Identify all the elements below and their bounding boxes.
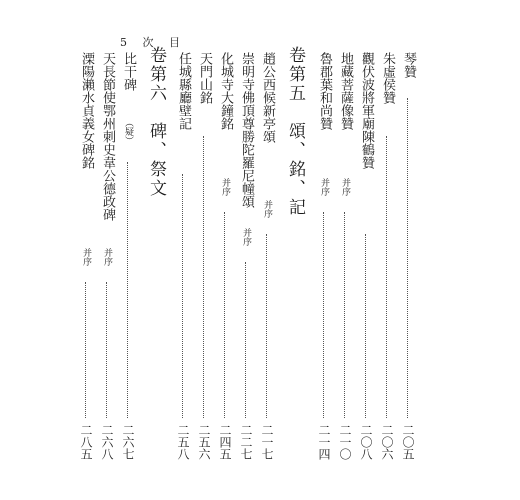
entry-page-number: 二二七 xyxy=(239,424,253,460)
entry-title: 比干碑 xyxy=(121,52,136,91)
entry-title: 琴贊 xyxy=(401,52,416,78)
entry-title: 天長節使鄂州刺史韋公德政碑 xyxy=(100,52,115,221)
entry-page-number: 二〇八 xyxy=(359,424,373,460)
entry-note: 并序 xyxy=(262,200,272,218)
entry-note: 并序 xyxy=(102,248,112,266)
entry-page-number: 二五六 xyxy=(197,424,211,460)
entry-page-number: 二〇五 xyxy=(401,424,415,460)
dot-leader xyxy=(106,282,107,418)
dot-leader xyxy=(203,136,204,418)
entry-page-number: 二四五 xyxy=(218,424,232,460)
entry-title: 任城縣廳壁記 xyxy=(176,52,191,130)
dot-leader xyxy=(127,162,128,418)
section-heading-juan5: 卷第五 頌、銘、記 xyxy=(285,46,305,217)
dot-leader xyxy=(224,212,225,418)
entry-title: 天門山銘 xyxy=(197,52,212,104)
entry-note: 并序 xyxy=(340,178,350,196)
running-head: 5 次 目 xyxy=(120,36,186,49)
entry-title: 朱虛侯贊 xyxy=(380,52,395,104)
entry-page-number: 二五八 xyxy=(176,424,190,460)
section-heading-juan6: 卷第六 碑、祭文 xyxy=(146,46,166,198)
entry-title: 觀伏波將軍廟陳鶴贊 xyxy=(359,52,374,169)
entry-page-number: 二八五 xyxy=(79,424,93,460)
entry-page-number: 二〇六 xyxy=(380,424,394,460)
dot-leader xyxy=(386,136,387,418)
entry-page-number: 二六七 xyxy=(121,424,135,460)
dot-leader xyxy=(266,234,267,418)
entry-page-number: 二一七 xyxy=(260,424,274,460)
entry-note: 并序 xyxy=(319,178,329,196)
entry-title: 溧陽瀨水貞義女碑銘 xyxy=(79,52,94,169)
dot-leader xyxy=(365,234,366,418)
dot-leader xyxy=(182,174,183,418)
entry-note: 并序 xyxy=(241,228,251,246)
entry-page-number: 二一〇 xyxy=(338,424,352,460)
dot-leader xyxy=(344,212,345,418)
entry-title: 地藏菩薩像贊 xyxy=(338,52,353,130)
entry-title: 崇明寺佛頂尊勝陀羅尼幢頌 xyxy=(239,52,254,208)
entry-title: 魯郡葉和尚贊 xyxy=(317,52,332,130)
dot-leader xyxy=(245,262,246,418)
entry-note: （疑） xyxy=(123,118,133,145)
entry-page-number: 二一四 xyxy=(317,424,331,460)
entry-page-number: 二六八 xyxy=(100,424,114,460)
entry-note: 并序 xyxy=(81,248,91,266)
entry-note: 并序 xyxy=(220,178,230,196)
dot-leader xyxy=(407,98,408,418)
dot-leader xyxy=(323,212,324,418)
dot-leader xyxy=(85,282,86,418)
entry-title: 化城寺大鐘銘 xyxy=(218,52,233,130)
entry-title: 趙公西候新亭頌 xyxy=(260,52,275,143)
